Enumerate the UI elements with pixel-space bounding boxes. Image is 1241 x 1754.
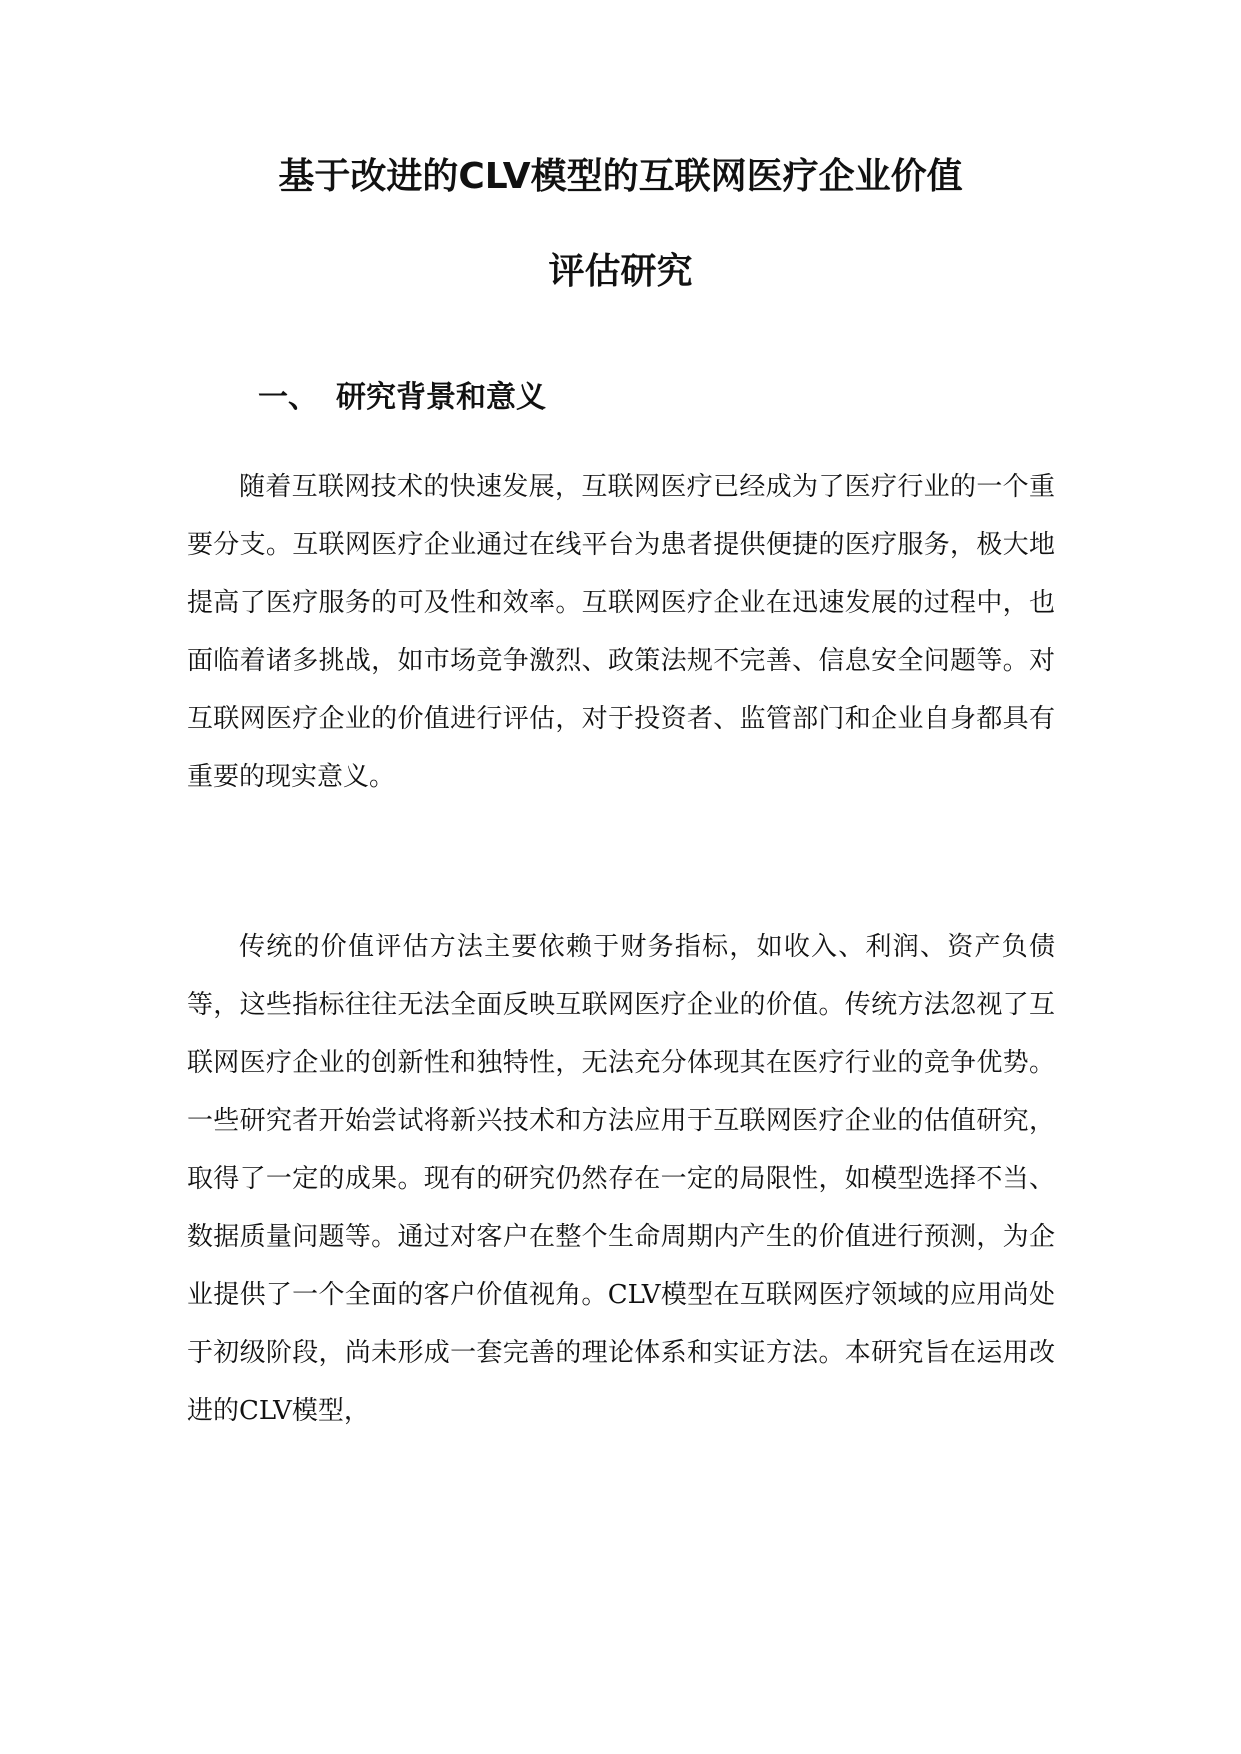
section-heading xyxy=(258,378,546,418)
title-line-2: 评估研究 xyxy=(548,251,693,292)
section-number: 一、 xyxy=(258,380,318,415)
section-title: 研究背景和意义 xyxy=(336,380,546,415)
paragraph-1: 随着互联网技术的快速发展，互联网医疗已经成为了医疗行业的一个重要分支。互联网医疗企业通过在线平台为患者提供便捷的医疗服务，极大地提高了医疗服务的可及性和效率。互联网医疗企业在迅速发展的过程中，也面临着诸多挑战，如市场竞争激烈、政策法规不完善、信息安全问题等。对互联网医疗企业的价值进行评估，对于投资者、监管部门和企业自身都具有重要的现实意义。 xyxy=(187,472,1055,792)
title-line-1: 基于改进的CLV模型的互联网医疗企业价值 xyxy=(278,156,963,197)
paragraph-2: 传统的价值评估方法主要依赖于财务指标，如收入、利润、资产负债等，这些指标往往无法全面反映互联网医疗企业的价值。传统方法忽视了互联网医疗企业的创新性和独特性，无法充分体现其在医疗行业的竞争优势。一些研究者开始尝试将新兴技术和方法应用于互联网医疗企业的估值研究，取得了一定的成果。现有的研究仍然存在一定的局限性，如模型选择不当、数据质量问题等。通过对客户在整个生命周期内产生的价值进行预测，为企业提供了一个全面的客户价值视角。CLV模型在互联网医疗领域的应用尚处于初级阶段，尚未形成一套完善的理论体系和实证方法。本研究旨在运用改进的CLV模型， xyxy=(187,932,1055,1426)
